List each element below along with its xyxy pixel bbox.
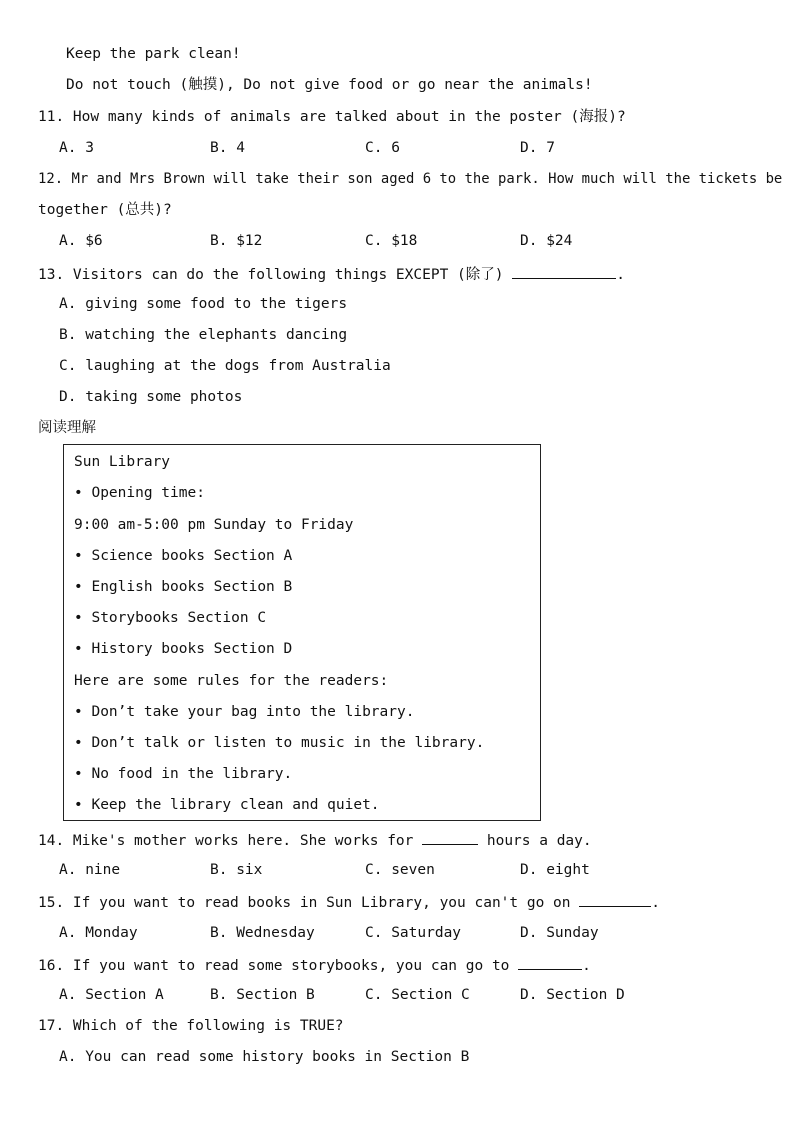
- q13-option-b[interactable]: B. watching the elephants dancing: [59, 327, 348, 343]
- section-heading: 阅读理解: [38, 420, 96, 436]
- library-rules-heading: Here are some rules for the readers:: [74, 673, 389, 689]
- q14-option-c[interactable]: C. seven: [365, 862, 435, 878]
- q11-option-a[interactable]: A. 3: [59, 140, 94, 156]
- question-16-period: .: [582, 958, 591, 974]
- q11-option-c[interactable]: C. 6: [365, 140, 400, 156]
- question-15-period: .: [651, 895, 660, 911]
- library-section-history: • History books Section D: [74, 641, 293, 657]
- q13-option-d[interactable]: D. taking some photos: [59, 389, 243, 405]
- q13-option-c[interactable]: C. laughing at the dogs from Australia: [59, 358, 391, 374]
- library-section-english: • English books Section B: [74, 579, 293, 595]
- question-17-text: 17. Which of the following is TRUE?: [38, 1018, 344, 1034]
- library-title: Sun Library: [74, 454, 171, 470]
- intro-line-1: Keep the park clean!: [66, 46, 241, 62]
- q16-option-b[interactable]: B. Section B: [210, 987, 315, 1003]
- q16-option-a[interactable]: A. Section A: [59, 987, 164, 1003]
- library-rule-2: • Don’t talk or listen to music in the library.: [74, 735, 485, 751]
- library-opening-hours: 9:00 am-5:00 pm Sunday to Friday: [74, 517, 354, 533]
- question-12-text-line-1: 12. Mr and Mrs Brown will take their son aged 6 to the park. How much will the tickets be: [38, 171, 783, 187]
- intro-line-2: Do not touch (触摸), Do not give food or go near the animals!: [66, 77, 593, 93]
- question-11-text: 11. How many kinds of animals are talked about in the poster (海报)?: [38, 109, 626, 125]
- answer-blank-15[interactable]: [579, 892, 651, 907]
- library-rule-4: • Keep the library clean and quiet.: [74, 797, 380, 813]
- question-15-stem: 15. If you want to read books in Sun Library, you can't go on: [38, 895, 571, 911]
- q12-option-c[interactable]: C. $18: [365, 233, 418, 249]
- question-16-text: [38, 955, 591, 975]
- question-13-text: [38, 264, 625, 284]
- answer-blank-13[interactable]: [512, 264, 616, 279]
- q15-option-b[interactable]: B. Wednesday: [210, 925, 315, 941]
- question-16-stem: 16. If you want to read some storybooks, you can go to: [38, 958, 510, 974]
- answer-blank-16[interactable]: [518, 955, 582, 970]
- q16-option-c[interactable]: C. Section C: [365, 987, 470, 1003]
- answer-blank-14[interactable]: [422, 830, 478, 845]
- q17-option-a[interactable]: A. You can read some history books in Section B: [59, 1049, 470, 1065]
- question-14-stem: 14. Mike's mother works here. She works for: [38, 833, 414, 849]
- question-14-tail: hours a day.: [486, 833, 592, 849]
- library-section-storybooks: • Storybooks Section C: [74, 610, 267, 626]
- q13-option-a[interactable]: A. giving some food to the tigers: [59, 296, 348, 312]
- question-15-text: [38, 892, 660, 912]
- question-14-text: [38, 830, 592, 850]
- library-rule-3: • No food in the library.: [74, 766, 293, 782]
- q11-option-d[interactable]: D. 7: [520, 140, 555, 156]
- q12-option-b[interactable]: B. $12: [210, 233, 263, 249]
- q14-option-a[interactable]: A. nine: [59, 862, 121, 878]
- question-13-stem: 13. Visitors can do the following things EXCEPT (除了): [38, 267, 504, 283]
- library-opening-time-label: • Opening time:: [74, 485, 205, 501]
- q14-option-b[interactable]: B. six: [210, 862, 263, 878]
- q16-option-d[interactable]: D. Section D: [520, 987, 625, 1003]
- library-rule-1: • Don’t take your bag into the library.: [74, 704, 415, 720]
- q11-option-b[interactable]: B. 4: [210, 140, 245, 156]
- question-13-period: .: [616, 267, 625, 283]
- q15-option-a[interactable]: A. Monday: [59, 925, 138, 941]
- library-section-science: • Science books Section A: [74, 548, 293, 564]
- q14-option-d[interactable]: D. eight: [520, 862, 590, 878]
- q15-option-c[interactable]: C. Saturday: [365, 925, 462, 941]
- q15-option-d[interactable]: D. Sunday: [520, 925, 599, 941]
- q12-option-d[interactable]: D. $24: [520, 233, 573, 249]
- question-12-text-line-2: together (总共)?: [38, 202, 172, 218]
- q12-option-a[interactable]: A. $6: [59, 233, 103, 249]
